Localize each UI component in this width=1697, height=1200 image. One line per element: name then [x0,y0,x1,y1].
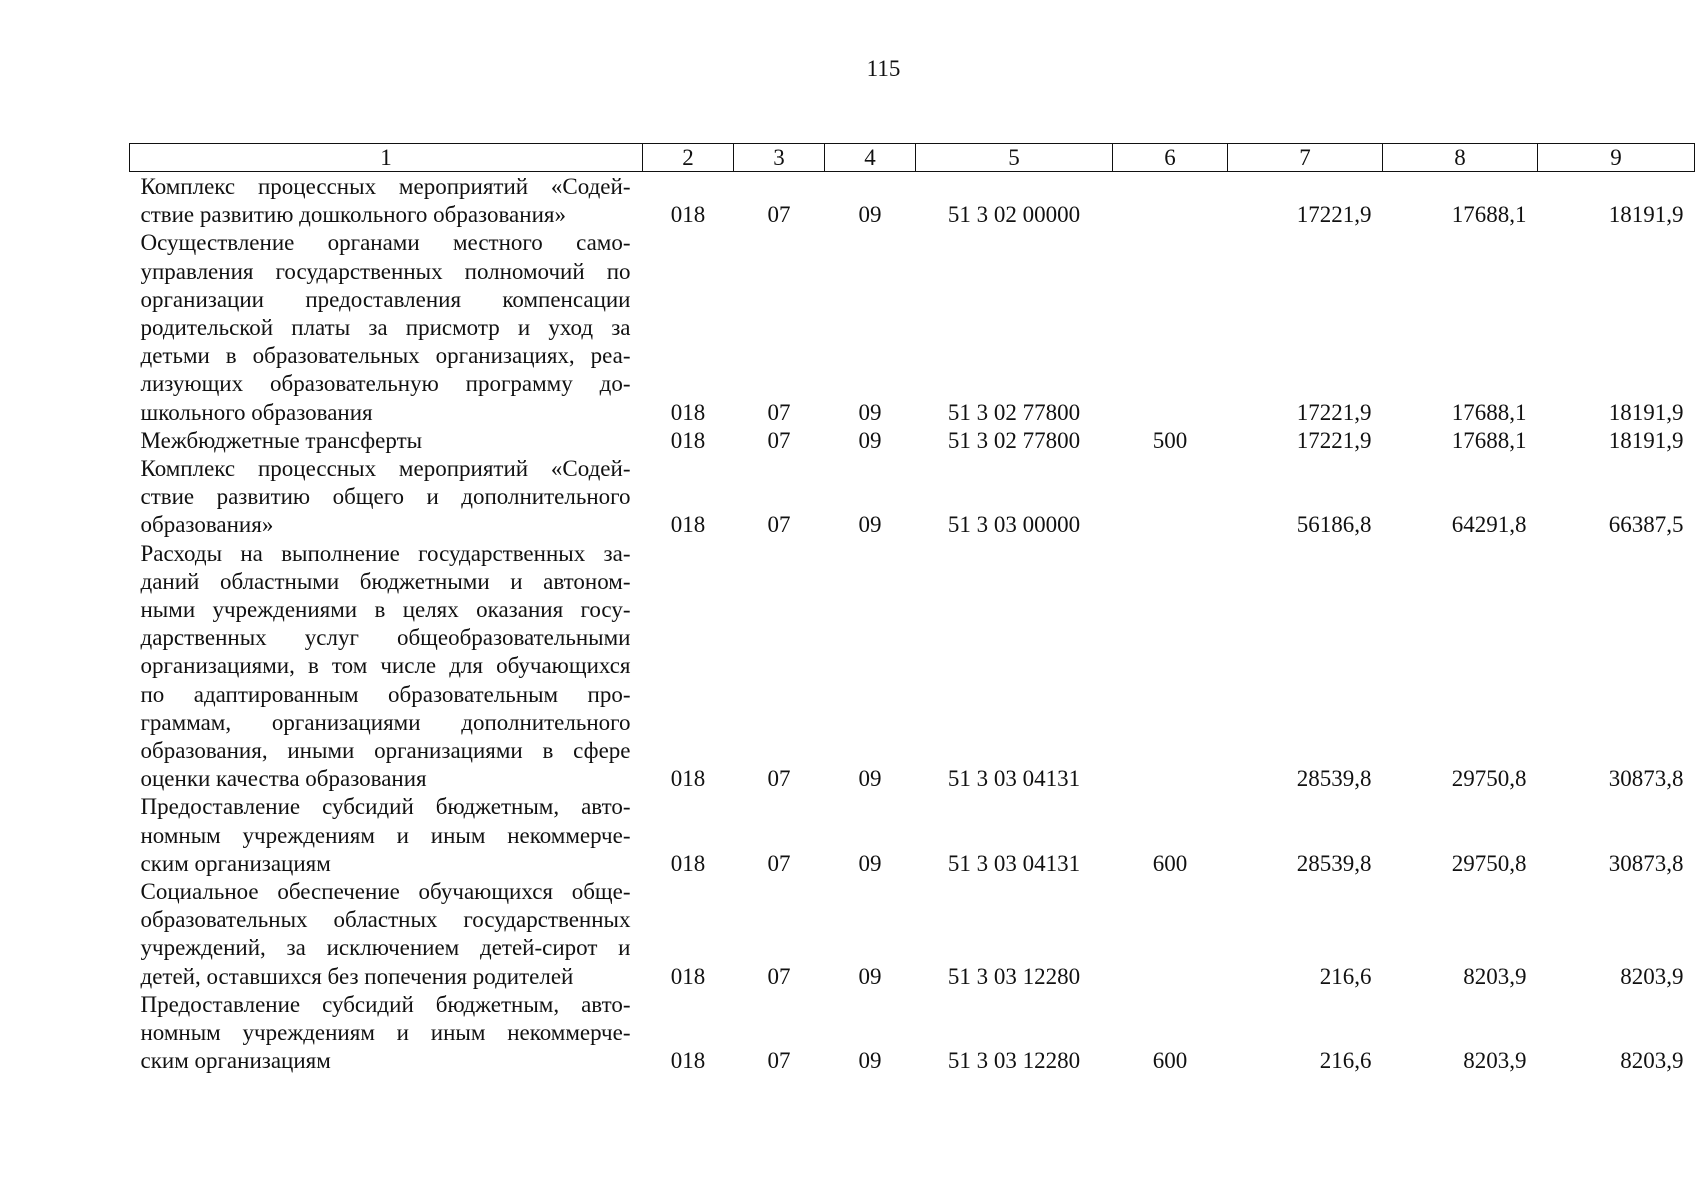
amount-cell-8: 17688,1 [1451,202,1527,228]
item-name-cell [130,229,643,426]
item-name-line: лизующих образовательную программу до- [140,371,631,397]
budget-code-cell: 018 [670,1048,706,1074]
expense-type-cell [1113,540,1228,794]
budget-code-cell: 018 [670,850,706,876]
header-row [130,144,1695,172]
table-row [130,793,1695,878]
budget-code-cell: 018 [670,766,706,792]
header-cell: 8 [1383,144,1538,172]
item-name-cell [130,172,643,230]
amount-cell-8: 29750,8 [1451,766,1527,792]
item-name-line: граммам, организациями дополнительного [140,709,631,735]
item-name-line: Межбюджетные трансферты [140,427,423,453]
budget-code-cell: 018 [670,512,706,538]
item-name-line: даний областными бюджетными и автоном- [140,568,631,594]
amount-cell-9: 8203,9 [1620,963,1684,989]
amount-cell-9: 66387,5 [1608,512,1684,538]
table-row [130,427,1695,455]
item-name-line: ными учреждениями в целях оказания госу- [140,597,631,623]
target-article-cell: 51 3 03 00000 [947,512,1081,538]
amount-cell-9: 30873,8 [1608,766,1684,792]
amount-cell-9: 18191,9 [1608,202,1684,228]
target-article-cell: 51 3 02 77800 [947,399,1081,425]
header-cell: 3 [734,144,825,172]
table-body [130,172,1695,1076]
expense-type-cell [1113,455,1228,540]
page-number: 115 [866,56,901,81]
amount-cell-7: 28539,8 [1296,766,1372,792]
subsection-cell: 09 [858,1048,882,1074]
item-name-line: номным учреждениям и иным некоммерче- [140,1020,631,1046]
amount-cell-8: 17688,1 [1451,427,1527,453]
item-name-line: Предоставление субсидий бюджетным, авто- [140,794,631,820]
section-cell: 07 [767,963,791,989]
item-name-line: образования» [140,512,274,538]
target-article-cell: 51 3 03 04131 [947,850,1081,876]
amount-cell-9: 8203,9 [1620,1048,1684,1074]
item-name-line: Комплекс процессных мероприятий «Содей- [140,174,631,199]
item-name-cell [130,878,643,991]
amount-cell-8: 64291,8 [1451,512,1527,538]
item-name-line: родительской платы за присмотр и уход за [140,315,631,341]
amount-cell-8: 8203,9 [1463,963,1527,989]
item-name-line: Предоставление субсидий бюджетным, авто- [140,991,631,1017]
table-row [130,878,1695,991]
amount-cell-8: 17688,1 [1451,399,1527,425]
header-cell: 4 [825,144,916,172]
expense-type-cell: 600 [1152,1048,1188,1074]
amount-cell-7: 17221,9 [1296,399,1372,425]
header-cell: 1 [130,144,643,172]
item-name-line: Социальное обеспечение обучающихся обще- [140,879,631,905]
amount-cell-7: 216,6 [1319,963,1372,989]
budget-code-cell: 018 [670,427,706,453]
expense-type-cell [1113,172,1228,230]
amount-cell-8: 8203,9 [1463,1048,1527,1074]
header-cell: 2 [643,144,734,172]
target-article-cell: 51 3 02 77800 [947,427,1081,453]
item-name-cell [130,455,643,540]
section-cell: 07 [767,766,791,792]
expense-type-cell [1113,878,1228,991]
subsection-cell: 09 [858,963,882,989]
item-name-line: номным учреждениям и иным некоммерче- [140,822,631,848]
target-article-cell: 51 3 03 12280 [947,963,1081,989]
item-name-line: организациями, в том числе для обучающихся [140,653,631,679]
section-cell: 07 [767,512,791,538]
target-article-cell: 51 3 02 00000 [947,202,1081,228]
item-name-line: ствие развитию дошкольного образования» [140,202,566,228]
amount-cell-7: 56186,8 [1296,512,1372,538]
expense-type-cell: 500 [1152,427,1188,453]
item-name-line: ским организациям [140,850,331,876]
subsection-cell: 09 [858,399,882,425]
header-cell: 6 [1113,144,1228,172]
budget-code-cell: 018 [670,963,706,989]
item-name-line: ским организациям [140,1048,331,1074]
header-cell: 9 [1538,144,1695,172]
table-row [130,540,1695,794]
amount-cell-9: 18191,9 [1608,427,1684,453]
item-name-line: оценки качества образования [140,766,427,792]
subsection-cell: 09 [858,850,882,876]
section-cell: 07 [767,850,791,876]
subsection-cell: 09 [858,202,882,228]
header-cell: 5 [916,144,1113,172]
item-name-cell [130,540,643,794]
budget-code-cell: 018 [670,399,706,425]
expense-type-cell [1113,229,1228,426]
subsection-cell: 09 [858,766,882,792]
item-name-line: ствие развитию общего и дополнительного [140,484,631,510]
item-name-line: образования, иными организациями в сфере [140,738,631,764]
amount-cell-9: 30873,8 [1608,850,1684,876]
section-cell: 07 [767,427,791,453]
table-row [130,455,1695,540]
amount-cell-7: 17221,9 [1296,427,1372,453]
item-name-line: Расходы на выполнение государственных за- [140,540,631,566]
table-row [130,172,1695,230]
item-name-line: школьного образования [140,399,373,425]
section-cell: 07 [767,202,791,228]
item-name-line: управления государственных полномочий по [140,258,631,284]
item-name-line: образовательных областных государственных [140,907,631,933]
item-name-line: дарственных услуг общеобразовательными [140,625,631,651]
item-name-cell [130,793,643,878]
item-name-cell [130,427,643,455]
item-name-line: Осуществление органами местного само- [140,230,631,256]
budget-table [129,143,1695,1076]
expense-type-cell: 600 [1152,850,1188,876]
item-name-line: учреждений, за исключением детей-сирот и [140,935,631,961]
table-row [130,229,1695,426]
amount-cell-7: 17221,9 [1296,202,1372,228]
section-cell: 07 [767,1048,791,1074]
item-name-line: по адаптированным образовательным про- [140,681,631,707]
table-row [130,991,1695,1076]
target-article-cell: 51 3 03 12280 [947,1048,1081,1074]
amount-cell-8: 29750,8 [1451,850,1527,876]
budget-code-cell: 018 [670,202,706,228]
target-article-cell: 51 3 03 04131 [947,766,1081,792]
section-cell: 07 [767,399,791,425]
amount-cell-9: 18191,9 [1608,399,1684,425]
amount-cell-7: 28539,8 [1296,850,1372,876]
item-name-line: организации предоставления компенсации [140,286,631,312]
header-cell: 7 [1228,144,1383,172]
item-name-cell [130,991,643,1076]
subsection-cell: 09 [858,427,882,453]
subsection-cell: 09 [858,512,882,538]
item-name-line: детьми в образовательных организациях, реа- [140,343,631,369]
item-name-line: Комплекс процессных мероприятий «Содей- [140,456,631,482]
amount-cell-7: 216,6 [1319,1048,1372,1074]
item-name-line: детей, оставшихся без попечения родителей [140,963,574,989]
